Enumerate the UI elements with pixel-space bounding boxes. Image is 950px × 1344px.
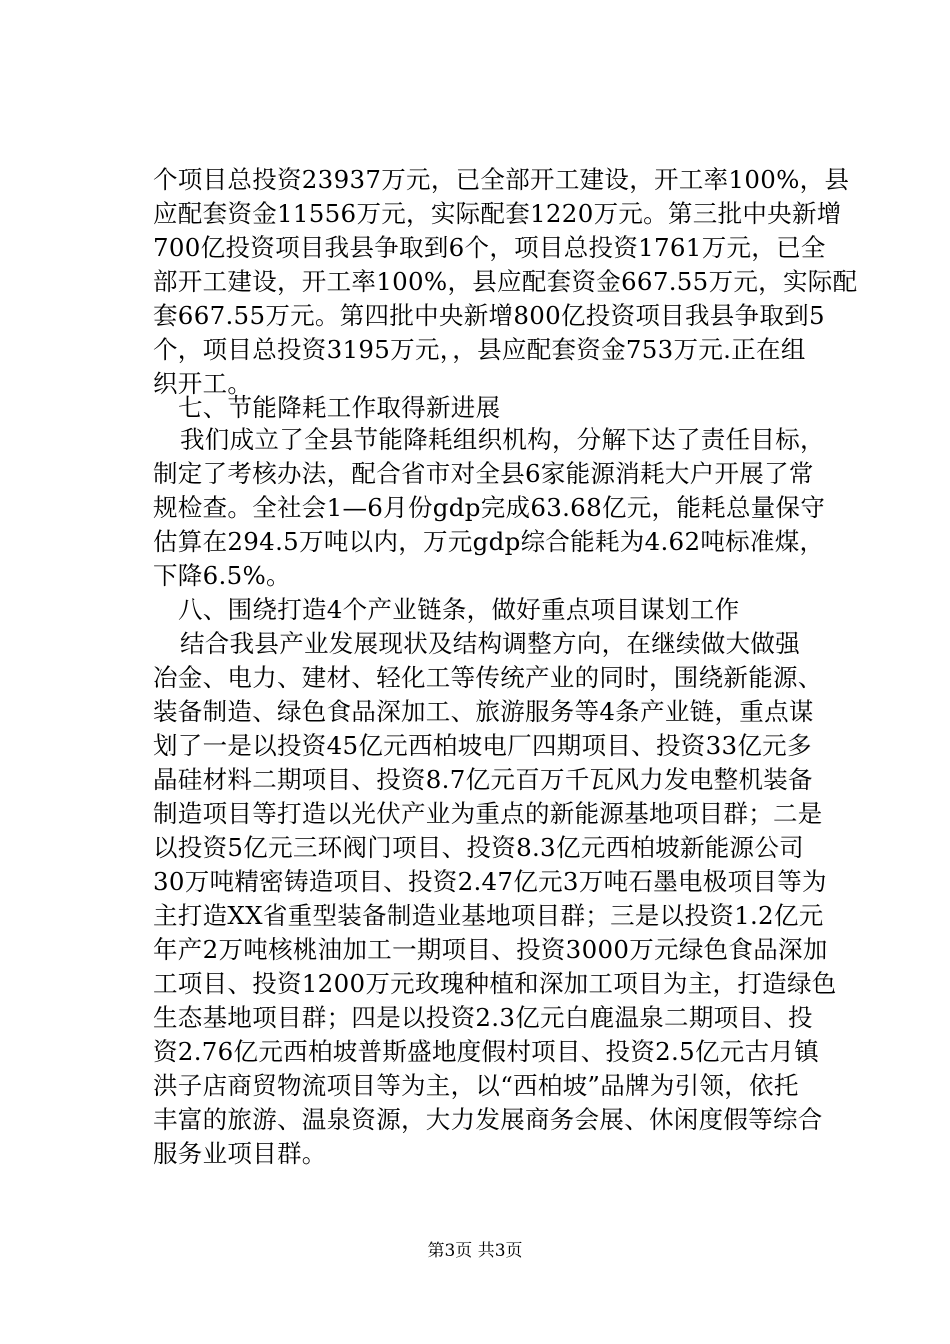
text-line: 冶金、电力、建材、轻化工等传统产业的同时，围绕新能源、 bbox=[153, 663, 823, 692]
text-line: 下降6.5%。 bbox=[153, 561, 291, 590]
text-line: 规检查。全社会1—6月份gdp完成63.68亿元，能耗总量保守 bbox=[153, 493, 826, 522]
text-line: 制定了考核办法，配合省市对全县6家能源消耗大户开展了常 bbox=[153, 459, 814, 488]
text-line: 700亿投资项目我县争取到6个，项目总投资1761万元，已全 bbox=[153, 233, 826, 262]
text-line: 制造项目等打造以光伏产业为重点的新能源基地项目群；二是 bbox=[153, 799, 823, 828]
text-line: 装备制造、绿色食品深加工、旅游服务等4条产业链，重点谋 bbox=[153, 697, 814, 726]
text-line: 洪子店商贸物流项目等为主，以“西柏坡”品牌为引领，依托 bbox=[153, 1071, 799, 1100]
text-line: 结合我县产业发展现状及结构调整方向，在继续做大做强 bbox=[180, 629, 800, 658]
text-line: 工项目、投资1200万元玫瑰种植和深加工项目为主，打造绿色 bbox=[153, 969, 837, 998]
text-line: 晶硅材料二期项目、投资8.7亿元百万千瓦风力发电整机装备 bbox=[153, 765, 813, 794]
text-line: 部开工建设，开工率100%，县应配套资金667.55万元，实际配 bbox=[153, 267, 858, 296]
text-line: 生态基地项目群；四是以投资2.3亿元白鹿温泉二期项目、投 bbox=[153, 1003, 813, 1032]
text-line: 主打造XX省重型装备制造业基地项目群；三是以投资1.2亿元 bbox=[153, 901, 824, 930]
section-heading: 八、围绕打造4个产业链条，做好重点项目谋划工作 bbox=[178, 595, 740, 624]
text-line: 个项目总投资23937万元，已全部开工建设，开工率100%，县 bbox=[153, 165, 850, 194]
text-line: 丰富的旅游、温泉资源，大力发展商务会展、休闲度假等综合 bbox=[153, 1105, 823, 1134]
text-line: 织开工。 bbox=[153, 369, 253, 398]
section-heading: 七、节能降耗工作取得新进展 bbox=[178, 393, 501, 422]
text-line: 应配套资金11556万元，实际配套1220万元。第三批中央新增 bbox=[153, 199, 842, 228]
text-line: 资2.76亿元西柏坡普斯盛地度假村项目、投资2.5亿元古月镇 bbox=[153, 1037, 820, 1066]
text-line: 以投资5亿元三环阀门项目、投资8.3亿元西柏坡新能源公司 bbox=[153, 833, 804, 862]
text-line: 套667.55万元。第四批中央新增800亿投资项目我县争取到5 bbox=[153, 301, 825, 330]
page-footer: 第3页 共3页 bbox=[427, 1241, 523, 1261]
text-line: 我们成立了全县节能降耗组织机构，分解下达了责任目标， bbox=[180, 425, 825, 454]
text-line: 个，项目总投资3195万元，，县应配套资金753万元.正在组 bbox=[153, 335, 806, 364]
text-line: 年产2万吨核桃油加工一期项目、投资3000万元绿色食品深加 bbox=[153, 935, 828, 964]
text-line: 服务业项目群。 bbox=[153, 1139, 327, 1168]
text-line: 划了一是以投资45亿元西柏坡电厂四期项目、投资33亿元多 bbox=[153, 731, 812, 760]
text-line: 估算在294.5万吨以内，万元gdp综合能耗为4.62吨标准煤， bbox=[153, 527, 825, 556]
text-line: 30万吨精密铸造项目、投资2.47亿元3万吨石墨电极项目等为 bbox=[153, 867, 827, 896]
